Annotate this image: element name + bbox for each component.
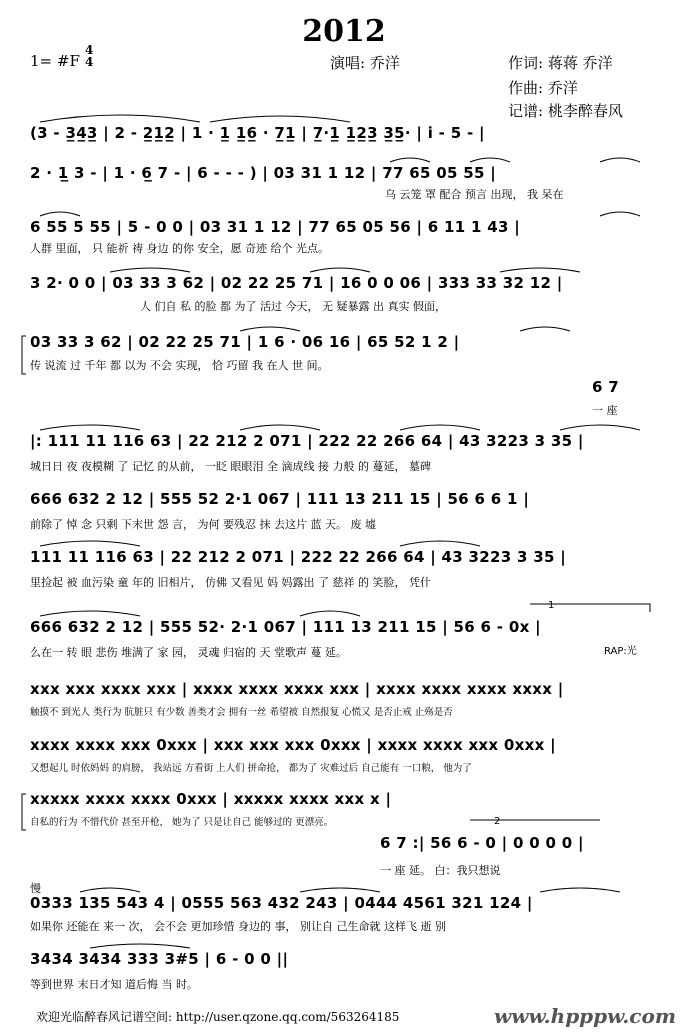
notation-line: 0333 135 543 4 | 0555 563 432 243 | 0444 4561 321 124 | (30, 894, 533, 912)
tempo-mark: 慢 (30, 882, 41, 895)
slur (110, 268, 190, 272)
lyric-line: 又想起儿 时依妈妈 的肩膀， 我站远 方看街 上人们 拼命抢， 都为了 灾难过后 自己能有 一口粮， 他为了 (30, 763, 472, 774)
notation-line: 3 2· 0 0 | 03 33 3 62 | 02 22 25 71 | 16 0 0 06 | 333 33 32 12 | (30, 274, 563, 292)
slur (400, 541, 480, 546)
notation-line: xxx xxx xxxx xxx | xxxx xxxx xxxx xxx | xxxx xxxx xxxx xxxx | (30, 680, 564, 698)
slur (400, 425, 480, 430)
system-bracket (22, 794, 26, 830)
lyric-line: 前除了 悼 念 只剩 下末世 怨 言， 为何 要残忍 抹 去这片 蓝 天。 废 墟 (30, 518, 376, 531)
notation-line: |: 111 11 116 63 | 22 212 2 071 | 222 22 266 64 | 43 3223 3 35 | (30, 432, 584, 450)
lyric-line: 城日日 夜 夜模糊 了 记忆 的从前， 一眨 眼眼泪 全 滴成线 接 力般 的 蔓延， 墓碑 (30, 460, 431, 473)
slur (80, 888, 140, 892)
slur (600, 158, 640, 162)
slur (240, 425, 320, 430)
time-signature-bottom: 4 (85, 55, 94, 69)
notation-line: 03 33 3 62 | 02 22 25 71 | 1 6 · 06 16 | 65 52 1 2 | (30, 333, 460, 351)
system-bracket (22, 336, 26, 374)
slur (390, 158, 430, 162)
volta-bracket (530, 604, 650, 612)
lyric-line: 么在一 转 眼 悲伤 堆满了 家 园， 灵魂 归宿的 天 堂歌声 蔓 延。 (30, 646, 347, 659)
footer-credit: 欢迎光临醉春风记谱空间: http://user.qzone.qq.com/563264185 (36, 1010, 400, 1024)
slur (500, 268, 580, 272)
slur (40, 212, 80, 216)
lyric-line: 如果你 还能在 来一 次， 会不会 更加珍惜 身边的 事， 别让自 己生命就 这样飞 逝 别 (30, 920, 446, 933)
lyric-line: 人群 里面， 只 能祈 祷 身边 的你 安全，愿 奇迹 给个 光点。 (30, 242, 329, 255)
slur (310, 268, 370, 272)
slur (560, 425, 640, 430)
lyric-line: 里捡起 被 血污染 童 年的 旧相片， 仿佛 又看见 妈 妈露出 了 慈祥 的 笑脸， 凭什 (30, 576, 431, 589)
slur (90, 944, 190, 948)
slur (540, 888, 620, 892)
slur (300, 888, 380, 892)
transcriber-credit: 记谱: 桃李醉春风 (508, 102, 623, 120)
slur (600, 212, 640, 216)
lyric-line: 传 说流 过 千年 都 以为 不会 实现， 恰 巧留 我 在人 世 间。 (30, 359, 329, 372)
composer-credit: 作曲: 乔洋 (508, 79, 578, 97)
notation-line: (3 - 3̲4̲3̲ | 2 - 2̲1̲2̲ | 1 · 1̲ 1̲6̲ · 7̲1̲ | 7̲·1̲ 1̲2̲3̲ 3̲5̲· | i̇ - 5 - | (30, 124, 485, 142)
rap-label: RAP:光 (604, 646, 637, 657)
key-signature: 1= #F (30, 52, 80, 70)
notation-line: 6 7 :| 56 6 - 0 | 0 0 0 0 | (380, 834, 584, 852)
slur (240, 327, 300, 331)
notation-line: 666 632 2 12 | 555 52 2·1 067 | 111 13 211 15 | 56 6 6 1 | (30, 490, 530, 508)
notation-line: 2 · 1̲ 3 - | 1 · 6̲ 7 - | 6 - - - ) | 03 31 1 12 | 77 65 05 55 | (30, 164, 496, 182)
notation-line: 6 55 5 55 | 5 - 0 0 | 03 31 1 12 | 77 65 05 56 | 6 11 1 43 | (30, 218, 521, 236)
notation-line: 111 11 116 63 | 22 212 2 071 | 222 22 266 64 | 43 3223 3 35 | (30, 548, 567, 566)
volta-1-label: 1 (548, 600, 555, 611)
lyric-line: 自私的行为 不惜代价 甚至开枪， 她为了 只是让自己 能够过的 更漂亮。 (30, 817, 334, 828)
lyric-line: 触摸不 到光人 类行为 肮脏只 有少数 善类才会 拥有一丝 希望被 自然报复 心慌又 是否止戒 止殇是否 (30, 707, 453, 718)
lyric-line: 人 们自 私 的脸 都 为了 活过 今天， 无 疑暴露 出 真实 假面， (140, 300, 446, 313)
lyric-line: 一 座 延。 白：我只想说 (380, 864, 501, 877)
slur (40, 611, 140, 616)
slur (40, 425, 140, 430)
lyric-line: 等到世界 末日才知 道后悔 当 时。 (30, 978, 198, 991)
volta-2-label: 2 (494, 816, 501, 827)
site-watermark: www.hpppw.com (494, 1004, 676, 1028)
lyricist-credit: 作词: 蒋蒋 乔洋 (508, 54, 613, 72)
notation-line: 3434 3434 333 3#5 | 6 - 0 0 || (30, 950, 289, 968)
lyric-line: 一 座 (592, 404, 618, 417)
notation-line: xxxxx xxxx xxxx 0xxx | xxxxx xxxx xxx x | (30, 790, 392, 808)
slur (210, 116, 350, 122)
slur (520, 327, 570, 331)
lyric-line: 乌 云笼 罩 配合 预言 出现， 我 呆在 (385, 188, 564, 201)
notation-line: xxxx xxxx xxx 0xxx | xxx xxx xxx 0xxx | xxxx xxxx xxx 0xxx | (30, 736, 556, 754)
notation-line: 666 632 2 12 | 555 52· 2·1 067 | 111 13 211 15 | 56 6 - 0x | (30, 618, 541, 636)
notation-line: 6 7 (592, 378, 619, 396)
singer-credit: 演唱: 乔洋 (330, 54, 400, 72)
song-title: 2012 (302, 14, 386, 49)
time-signature-top: 4 (85, 43, 94, 57)
slur (40, 115, 200, 122)
slur (40, 541, 140, 546)
slur (300, 611, 360, 616)
slur (470, 158, 510, 162)
